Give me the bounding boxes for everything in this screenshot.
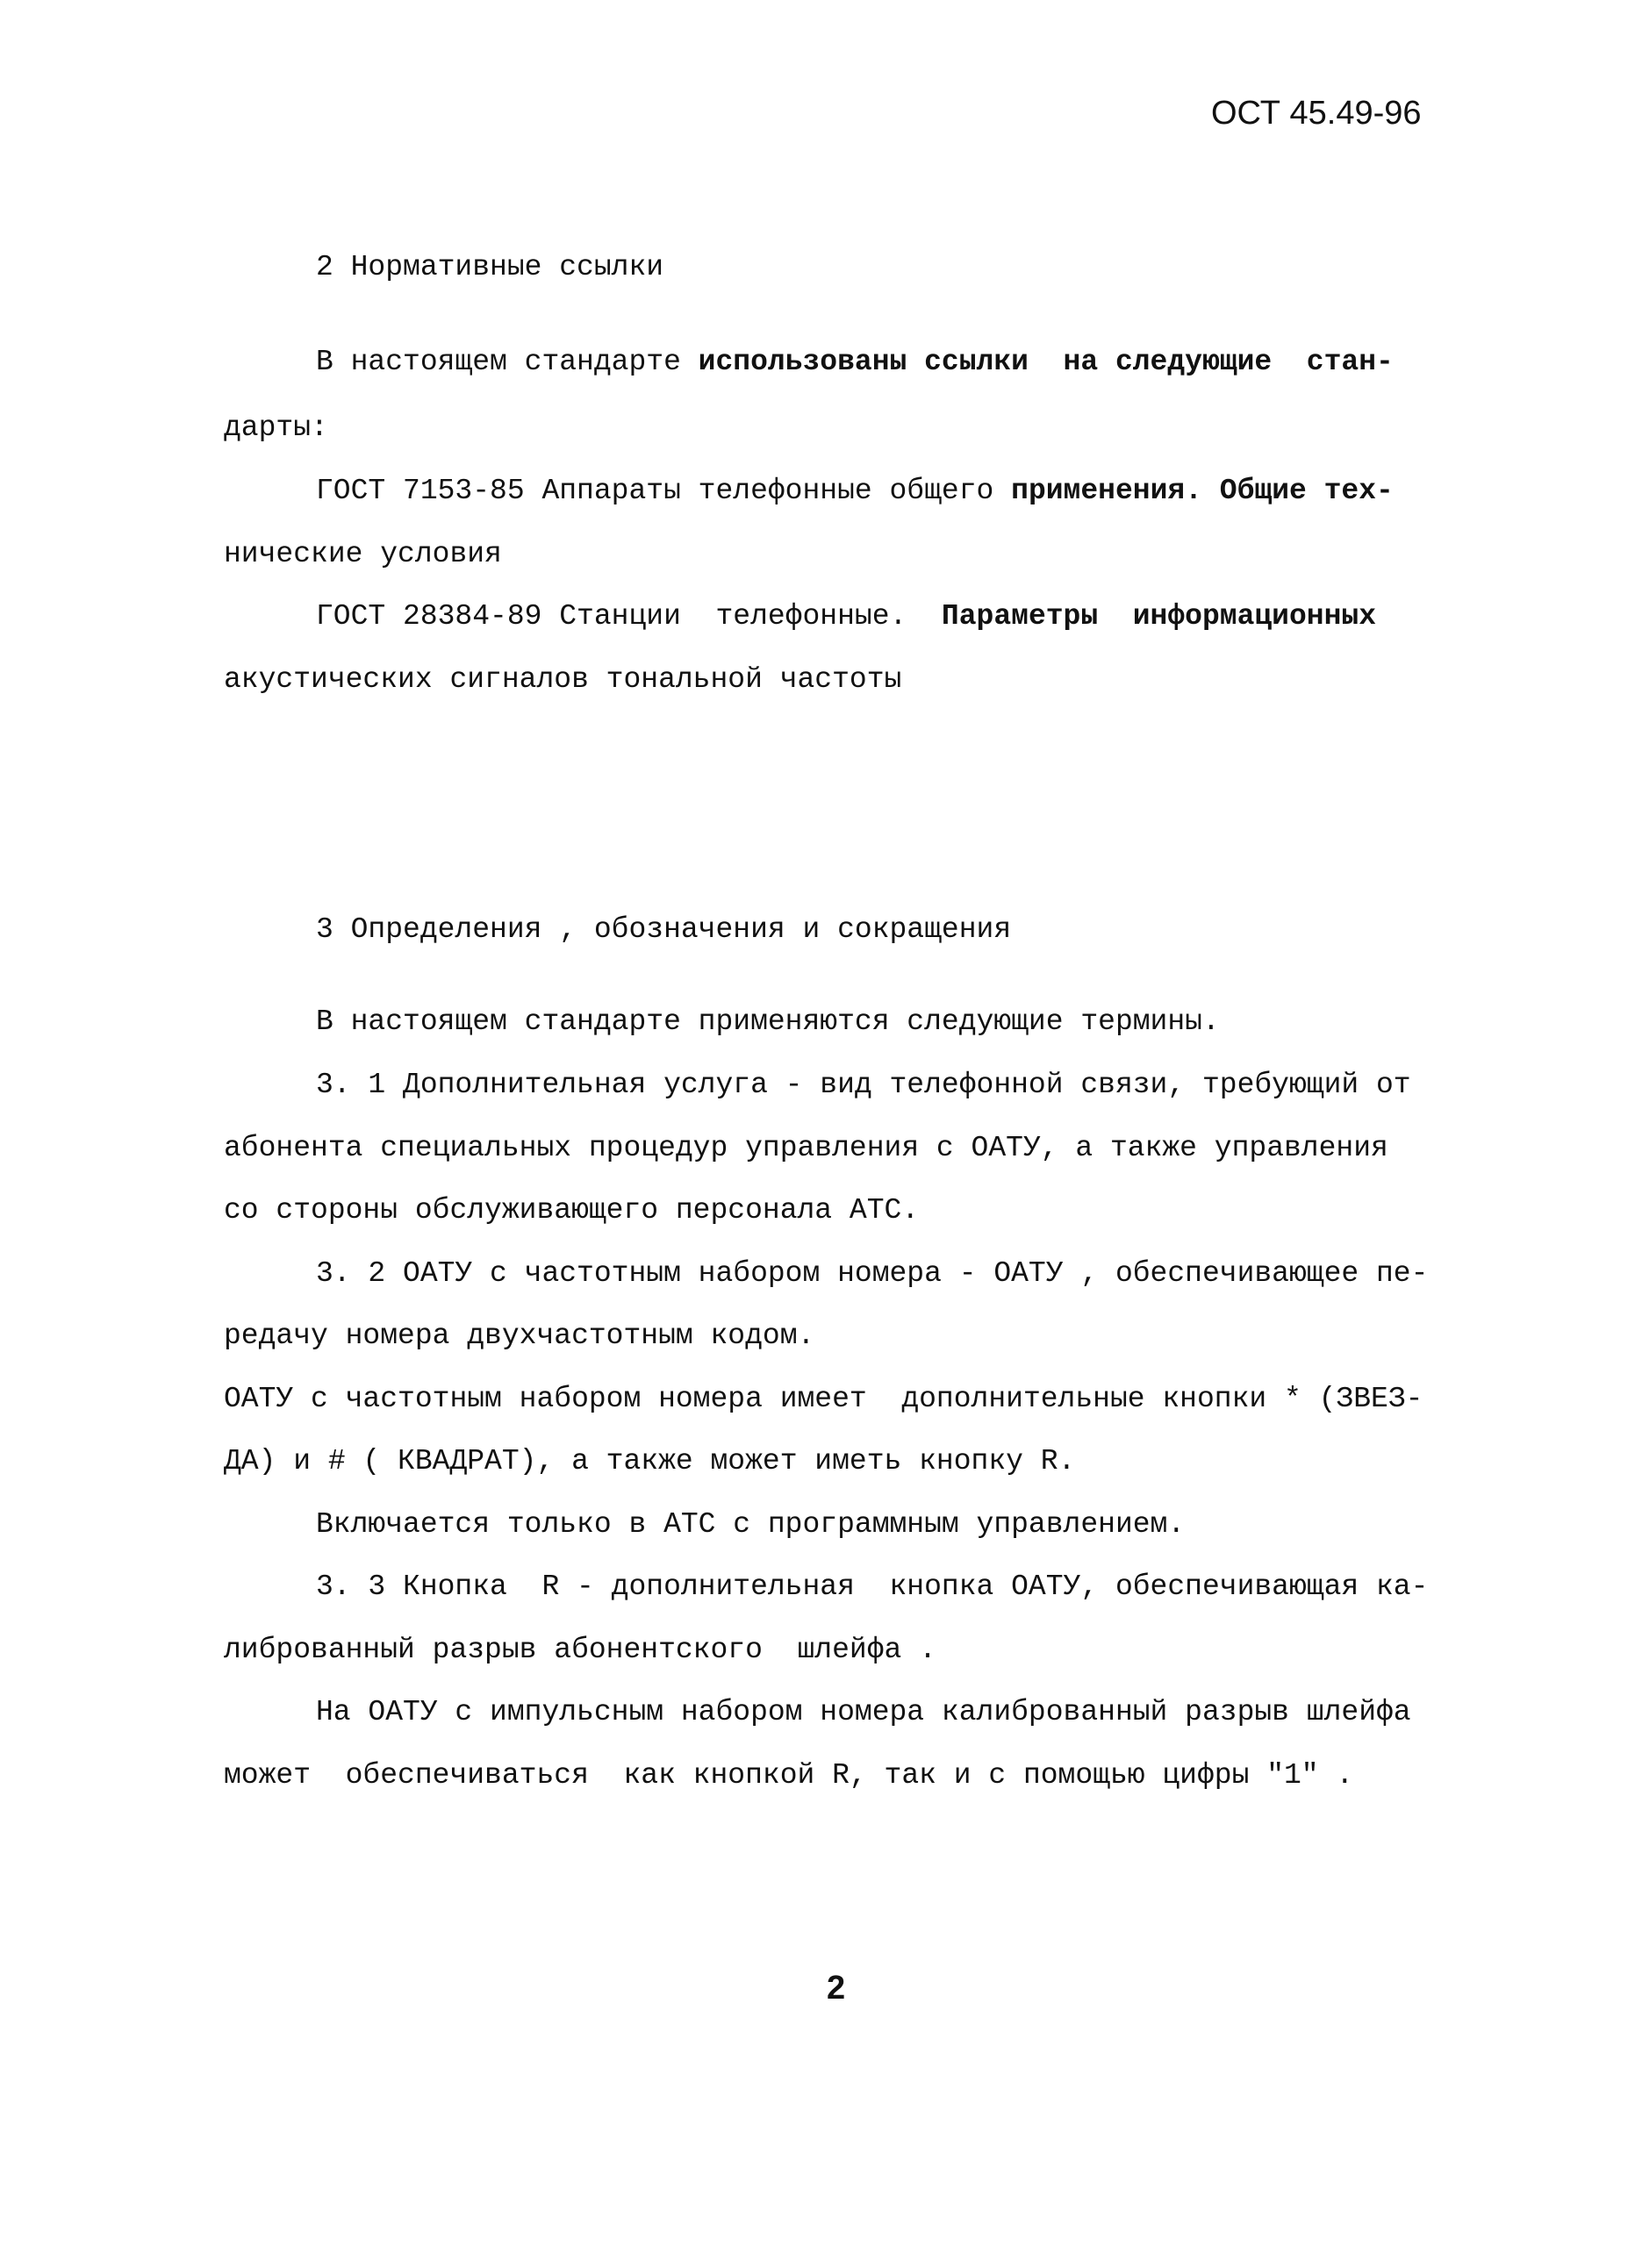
clause-3-1-line-2: абонента специальных процедур управления с ОАТУ, а также управления <box>224 1132 1388 1164</box>
ref2-text-b: Параметры информационных <box>941 600 1377 633</box>
clause-3-1-line-3: со стороны обслуживающего персонала АТС. <box>224 1194 920 1227</box>
section-3-intro: В настоящем стандарте применяются следующие термины. <box>316 1005 1220 1038</box>
reference-gost-28384-line-1 <box>316 599 1376 634</box>
reference-gost-7153-line-1 <box>316 474 1394 509</box>
ref2-text-a: ГОСТ 28384-89 Станции телефонные. <box>316 600 942 633</box>
clause-3-3-line-3: На ОАТУ с импульсным набором номера калиброванный разрыв шлейфа <box>316 1696 1411 1728</box>
page-number: 2 <box>827 1970 846 2007</box>
clause-3-3-line-2: либрованный разрыв абонентского шлейфа . <box>224 1634 936 1666</box>
section-2-intro-line-2: дарты: <box>224 411 328 444</box>
clause-3-1-line-1: 3. 1 Дополнительная услуга - вид телефонной связи, требующий от <box>316 1069 1411 1101</box>
clause-3-2-line-2: редачу номера двухчастотным кодом. <box>224 1320 815 1352</box>
ref1-text-a: ГОСТ 7153-85 Аппараты телефонные общего <box>316 475 1012 507</box>
section-2-heading: 2 Нормативные ссылки <box>316 251 664 283</box>
section-2-intro-line-1 <box>316 345 1394 380</box>
clause-3-3-line-1: 3. 3 Кнопка R - дополнительная кнопка ОАТУ, обеспечивающая ка- <box>316 1570 1429 1603</box>
clause-3-2-line-1: 3. 2 ОАТУ с частотным набором номера - ОАТУ , обеспечивающее пе- <box>316 1257 1429 1290</box>
reference-gost-28384-line-2: акустических сигналов тональной частоты <box>224 663 902 696</box>
clause-3-2-line-3: ОАТУ с частотным набором номера имеет дополнительные кнопки * (ЗВЕЗ- <box>224 1383 1423 1415</box>
reference-gost-7153-line-2: нические условия <box>224 538 502 570</box>
clause-3-2-line-5: Включается только в АТС с программным управлением. <box>316 1508 1186 1541</box>
intro-text-b: использованы ссылки на следующие стан- <box>698 346 1394 378</box>
intro-text-a: В настоящем стандарте <box>316 346 699 378</box>
ref1-text-b: применения. Общие тех- <box>1011 475 1394 507</box>
clause-3-3-line-4: может обеспечиваться как кнопкой R, так и с помощью цифры "1" . <box>224 1759 1354 1792</box>
section-3-heading: 3 Определения , обозначения и сокращения <box>316 913 1012 946</box>
clause-3-2-line-4: ДА) и # ( КВАДРАТ), а также может иметь кнопку R. <box>224 1445 1076 1477</box>
document-code: ОСТ 45.49-96 <box>1211 95 1422 132</box>
